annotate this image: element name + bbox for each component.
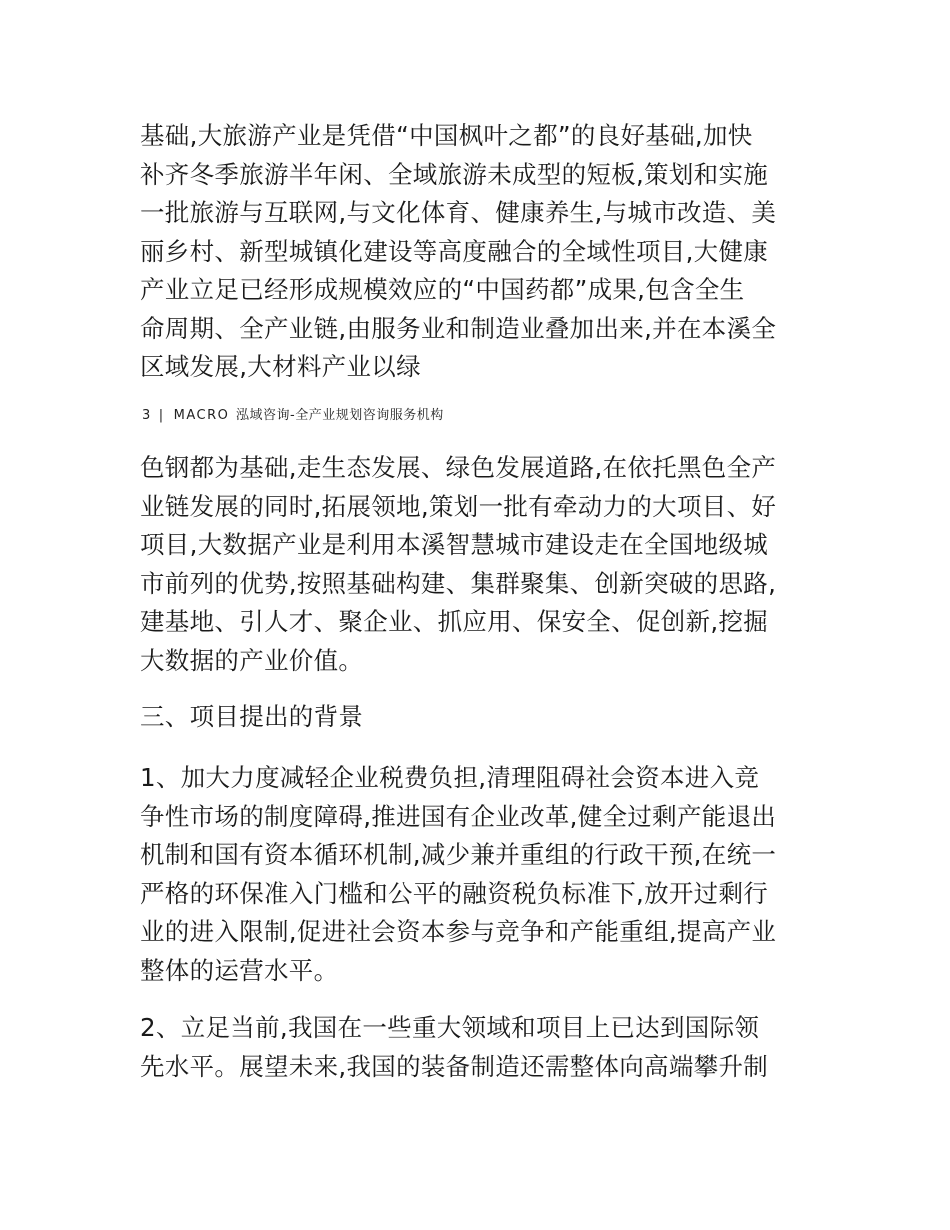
body-paragraph-continued — [140, 117, 812, 387]
text-line: 丽乡村、新型城镇化建设等高度融合的全域性项目,大健康 — [140, 236, 769, 266]
footer-separator: | — [158, 408, 164, 423]
text-line: 一批旅游与互联网,与文化体育、健康养生,与城市改造、美 — [140, 198, 777, 227]
text-line: 大数据的产业价值。 — [140, 645, 364, 675]
text-line: 产业立足已经形成规模效应的“中国药都”成果,包含全生 — [140, 275, 745, 304]
page-number: 3 — [142, 408, 151, 423]
text-line: 机制和国有资本循环机制,减少兼并重组的行政干预,在统一 — [140, 840, 777, 869]
text-line: 补齐冬季旅游半年闲、全域旅游未成型的短板,策划和实施 — [140, 159, 769, 189]
text-line: 区域发展,大材料产业以绿 — [140, 352, 421, 381]
section-heading — [140, 698, 812, 737]
text-line: 色钢都为基础,走生态发展、绿色发展道路,在依托黑色全产 — [140, 453, 777, 482]
text-line: 整体的运营水平。 — [140, 955, 339, 985]
footer-text: 泓域咨询-全产业规划咨询服务机构 — [236, 408, 444, 423]
text-line: 严格的环保准入门槛和公平的融资税负标准下,放开过剩行 — [140, 878, 769, 908]
numbered-paragraph-1 — [140, 759, 812, 990]
text-line: 基础,大旅游产业是凭借“中国枫叶之都”的良好基础,加快 — [140, 121, 753, 150]
text-line: 命周期、全产业链,由服务业和制造业叠加出来,并在本溪全 — [140, 313, 777, 343]
footer-brand: MACRO — [173, 408, 230, 423]
body-paragraph — [140, 449, 812, 680]
text-line: 1、加大力度减轻企业税费负担,清理阻碍社会资本进入竞 — [140, 763, 760, 792]
text-line: 市前列的优势,按照基础构建、集群聚集、创新突破的思路, — [140, 568, 777, 598]
page-footer — [142, 406, 444, 426]
heading-text: 三、项目提出的背景 — [140, 702, 364, 731]
text-line: 2、立足当前,我国在一些重大领域和项目上已达到国际领 — [140, 1013, 760, 1042]
numbered-paragraph-2 — [140, 1009, 812, 1086]
text-line: 项目,大数据产业是利用本溪智慧城市建设走在全国地级城 — [140, 530, 769, 559]
text-line: 业链发展的同时,拓展领地,策划一批有牵动力的大项目、好 — [140, 491, 777, 521]
text-line: 业的进入限制,促进社会资本参与竞争和产能重组,提高产业 — [140, 917, 777, 946]
text-line: 建基地、引人才、聚企业、抓应用、保安全、促创新,挖掘 — [140, 607, 769, 636]
text-line: 争性市场的制度障碍,推进国有企业改革,健全过剩产能退出 — [140, 801, 777, 831]
text-line: 先水平。展望未来,我国的装备制造还需整体向高端攀升制 — [140, 1051, 769, 1081]
